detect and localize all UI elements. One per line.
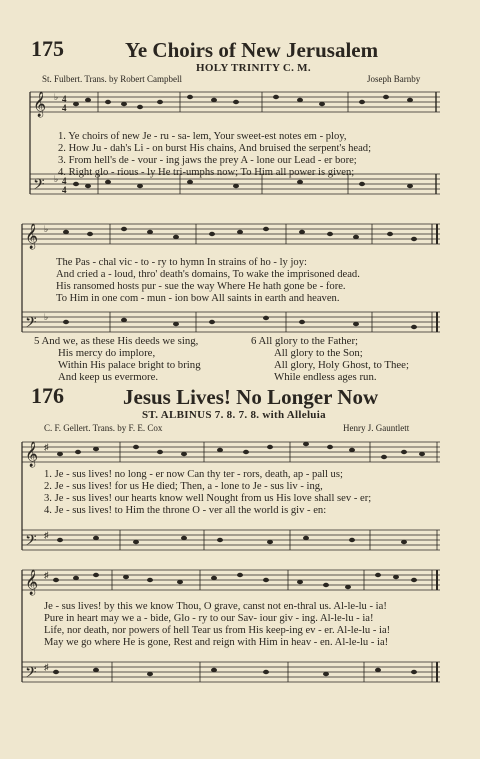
extra-verse-5: 5 And we, as these His deeds we sing,: [34, 335, 199, 347]
lyrics-verse-3: Life, nor death, nor powers of hell Tear us from His keep-ing ev - er. Al-le-lu - ia!: [44, 625, 391, 636]
svg-text:♭: ♭: [44, 224, 49, 234]
extra-verse-6: 6 All glory to the Father;: [251, 335, 359, 347]
hymn-number: 176: [31, 383, 64, 408]
svg-text:♯: ♯: [44, 570, 49, 580]
lyrics-verse-1: 1. Je - sus lives! no long - er now Can thy ter - rors, death, ap - pall us;: [44, 469, 343, 480]
svg-text:𝄞: 𝄞: [33, 91, 47, 116]
svg-text:𝄢: 𝄢: [33, 176, 45, 196]
svg-text:𝄢: 𝄢: [25, 532, 37, 552]
lyrics-verse-3: 3. From hell's de - vour - ing jaws the prey A - lone our Lead - er bore;: [58, 155, 357, 166]
svg-text:𝄞: 𝄞: [25, 441, 39, 466]
tune-name: HOLY TRINITY C. M.: [196, 62, 311, 74]
extra-verse-6-line: While endless ages run.: [274, 371, 377, 383]
lyrics-verse-4: May we go where He is gone, Rest and reign with Him in heav - en. Al-le-lu - ia!: [44, 637, 389, 648]
extra-verse-5-line: His mercy do implore,: [58, 347, 156, 359]
lyrics-verse-2: 2. How Ju - dah's Li - on burst His chains, And bruised the serpent's head;: [58, 143, 372, 154]
lyrics-verse-4: 4. Right glo - rious - ly He tri-umphs now; To Him all power is given;: [58, 167, 355, 178]
author-credit: St. Fulbert. Trans. by Robert Campbell: [42, 74, 183, 84]
svg-text:♭: ♭: [44, 312, 49, 322]
hymn-number: 175: [31, 36, 64, 61]
lyrics-verse-1: 1. Ye choirs of new Je - ru - sa- lem, Your sweet-est notes em - ploy,: [58, 131, 347, 142]
svg-text:𝄞: 𝄞: [25, 223, 39, 248]
lyrics-verse-4: To Him in one com - mun - ion bow All saints in earth and heaven.: [56, 293, 340, 304]
lyrics-verse-3: His ransomed hosts pur - sue the way Where He hath gone be - fore.: [56, 281, 346, 292]
lyrics-verse-2: And cried a - loud, thro' death's domains, To wake the imprisoned dead.: [56, 269, 360, 280]
extra-verse-5-line: Within His palace bright to bring: [58, 359, 201, 371]
composer-credit: Henry J. Gauntlett: [343, 423, 410, 433]
svg-text:4: 4: [62, 94, 67, 104]
lyrics-verse-4: 4. Je - sus lives! to Him the throne O - ver all the world is giv - en:: [44, 505, 327, 516]
svg-text:4: 4: [62, 185, 67, 195]
lyrics-verse-3: 3. Je - sus lives! our hearts know well Nought from us His love shall sev - er;: [44, 493, 372, 504]
hymn-title: Ye Choirs of New Jerusalem: [125, 38, 379, 62]
svg-text:♯: ♯: [44, 662, 49, 672]
svg-text:𝄢: 𝄢: [25, 314, 37, 334]
tune-name: ST. ALBINUS 7. 8. 7. 8. with Alleluia: [142, 409, 326, 421]
svg-text:♭: ♭: [54, 92, 59, 102]
lyrics-verse-2: 2. Je - sus lives! for us He died; Then, a - lone to Je - sus liv - ing,: [44, 481, 323, 492]
extra-verse-5-line: And keep us evermore.: [58, 371, 159, 383]
composer-credit: Joseph Barnby: [367, 74, 421, 84]
svg-text:♯: ♯: [44, 442, 49, 452]
extra-verse-6-line: All glory to the Son;: [274, 347, 363, 359]
svg-text:4: 4: [62, 103, 67, 113]
svg-text:♯: ♯: [44, 530, 49, 540]
extra-verse-6-line: All glory, Holy Ghost, to Thee;: [274, 359, 409, 371]
svg-text:♭: ♭: [54, 174, 59, 184]
lyrics-verse-2: Pure in heart may we a - bide, Glo - ry to our Sav- iour giv - ing. Al-le-lu - ia!: [44, 613, 374, 624]
lyrics-verse-1: Je - sus lives! by this we know Thou, O grave, canst not en-thral us. Al-le-lu - ia!: [44, 601, 387, 612]
author-credit: C. F. Gellert. Trans. by F. E. Cox: [44, 423, 163, 433]
svg-text:4: 4: [62, 176, 67, 186]
svg-text:𝄞: 𝄞: [25, 569, 39, 594]
hymn-title: Jesus Lives! No Longer Now: [123, 385, 379, 409]
svg-text:𝄢: 𝄢: [25, 664, 37, 684]
lyrics-verse-1: The Pas - chal vic - to - ry to hymn In strains of ho - ly joy:: [56, 257, 307, 268]
